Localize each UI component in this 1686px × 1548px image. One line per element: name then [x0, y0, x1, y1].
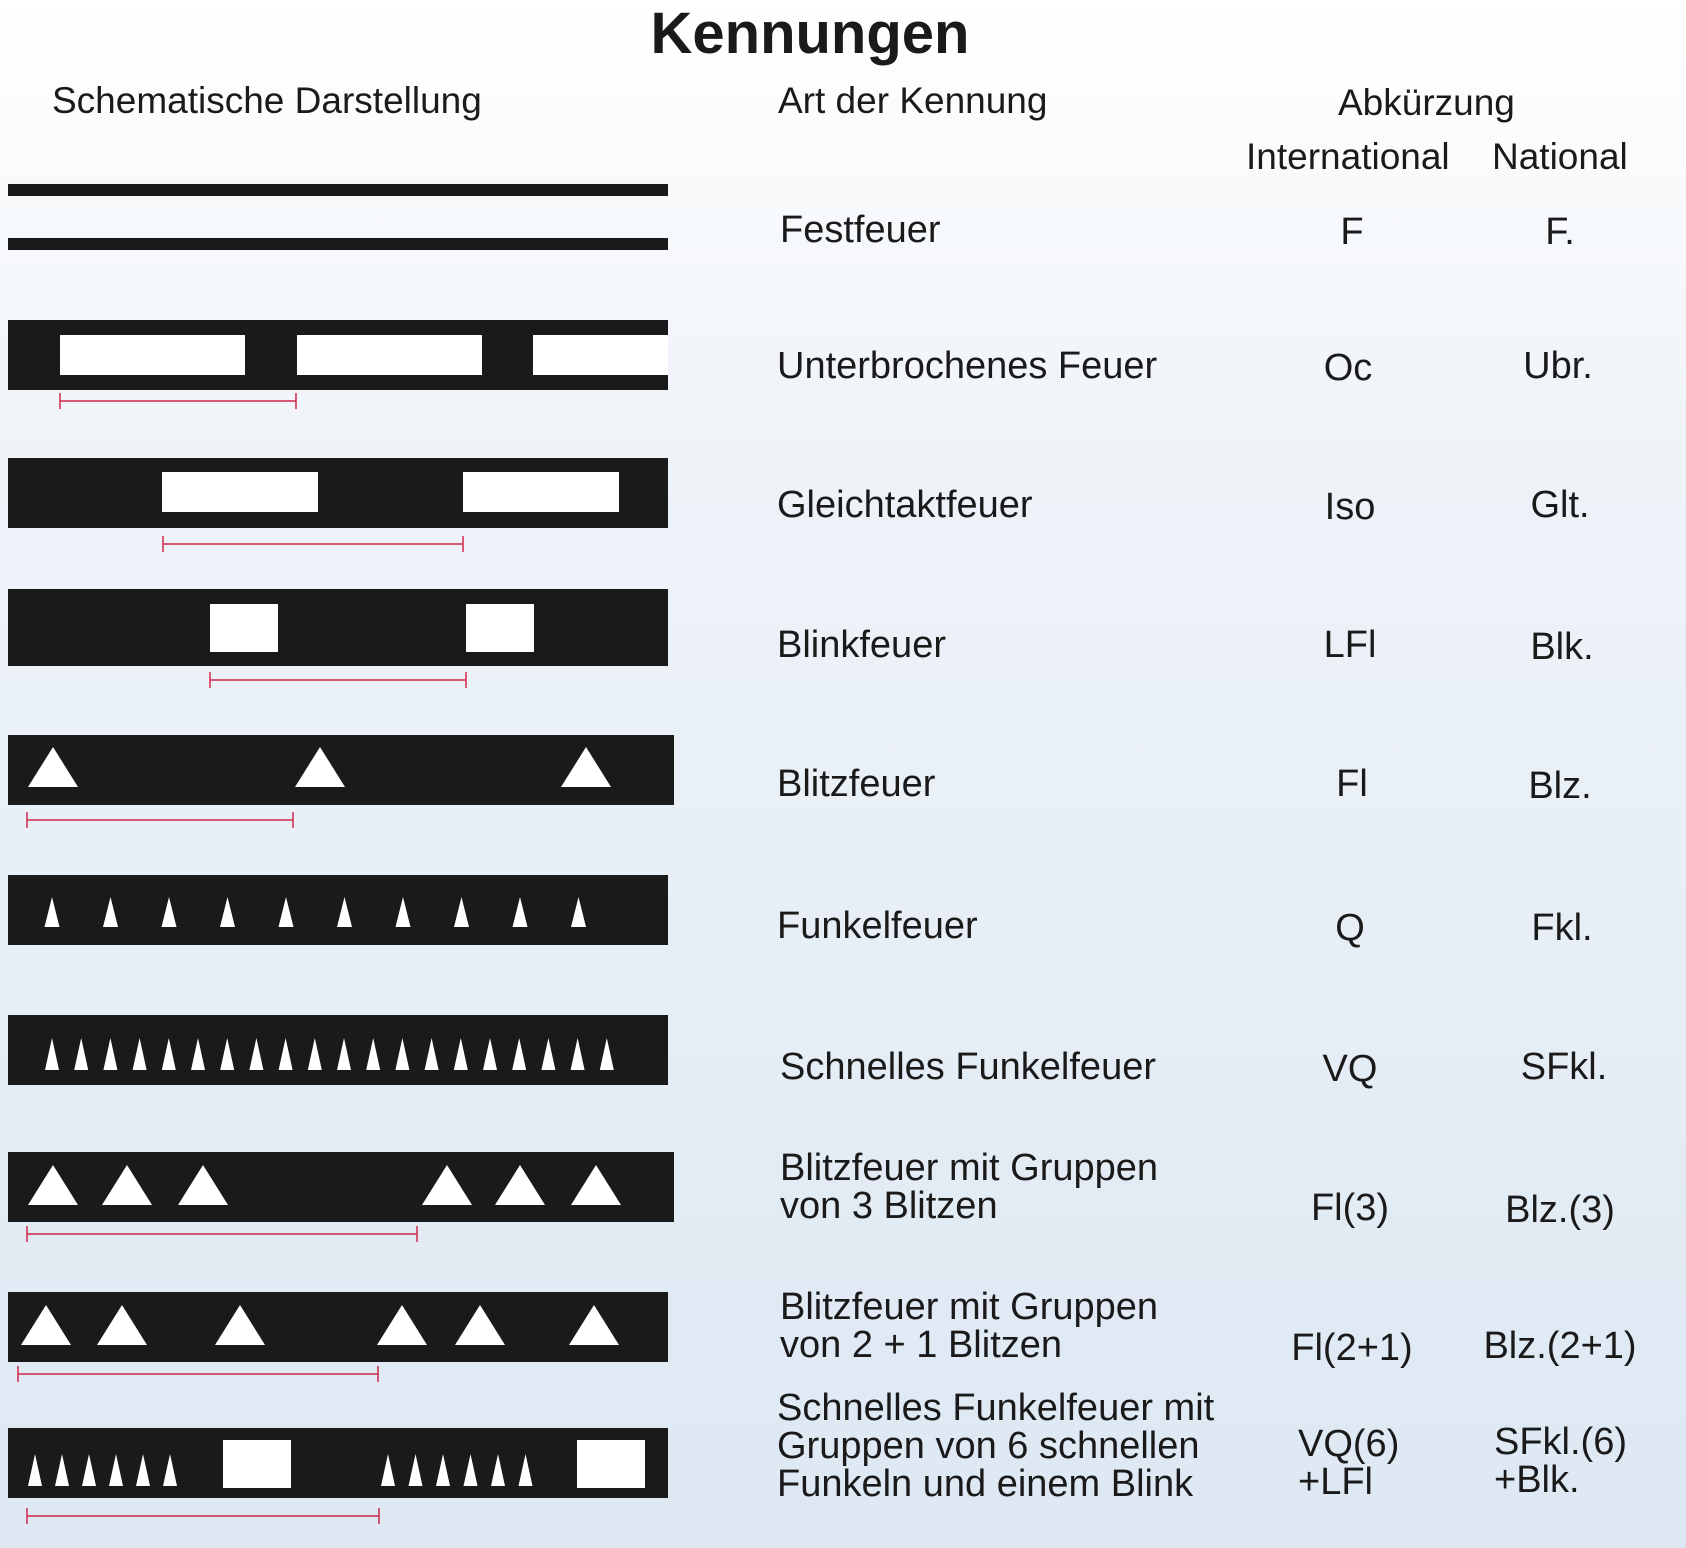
row-1-international-abbr: Oc — [1323, 347, 1373, 389]
row-2-national-abbr: Glt. — [1530, 484, 1590, 526]
row-2-international-abbr: Iso — [1324, 486, 1376, 528]
row-7-name-line-0: Blitzfeuer mit Gruppen — [780, 1147, 1159, 1189]
row-7-name-line-1: von 3 Blitzen — [780, 1185, 998, 1227]
long-flash — [223, 1440, 291, 1488]
row-4-national-abbr: Blz. — [1528, 765, 1592, 807]
page-title: Kennungen — [650, 1, 970, 66]
row-5-international-abbr: Q — [1335, 907, 1365, 949]
long-flash — [466, 604, 534, 652]
row-3-national-abbr: Blk. — [1530, 626, 1594, 668]
occulting-light-phase-2 — [533, 335, 668, 375]
occulting-light-phase-0 — [60, 335, 245, 375]
row-9-national-abbr-line-0: SFkl.(6) — [1494, 1421, 1627, 1463]
long-flash — [577, 1440, 645, 1488]
group-flash-2-1-bar — [8, 1292, 668, 1362]
group-flash-3-bar — [8, 1152, 674, 1222]
header-schematic: Schematische Darstellung — [52, 80, 482, 121]
header-national: National — [1492, 136, 1628, 177]
row-0-national-abbr: F. — [1545, 211, 1575, 253]
row-6-name-line-0: Schnelles Funkelfeuer — [780, 1046, 1156, 1088]
row-4-name-line-0: Blitzfeuer — [777, 763, 936, 805]
row-8-name-line-0: Blitzfeuer mit Gruppen — [780, 1286, 1159, 1328]
row-2-name-line-0: Gleichtaktfeuer — [777, 484, 1033, 526]
row-9-name-line-1: Gruppen von 6 schnellen — [777, 1425, 1200, 1467]
row-8-national-abbr: Blz.(2+1) — [1483, 1325, 1637, 1367]
isophase-light-phase — [463, 472, 619, 512]
fixed-light-line — [8, 184, 668, 196]
row-6-international-abbr: VQ — [1322, 1048, 1378, 1090]
row-9-national-abbr-line-1: +Blk. — [1494, 1459, 1580, 1501]
row-7-national-abbr: Blz.(3) — [1505, 1189, 1615, 1231]
occulting-light-phase-1 — [297, 335, 482, 375]
row-3-name-line-0: Blinkfeuer — [777, 624, 946, 666]
schematic-diagrams — [0, 0, 700, 1548]
row-0-international-abbr: F — [1340, 211, 1364, 253]
long-flash-bar — [8, 589, 668, 666]
row-9-name-line-0: Schnelles Funkelfeuer mit — [777, 1387, 1215, 1429]
row-9-international-abbr-line-1: +LFl — [1298, 1461, 1373, 1503]
very-quick-bar — [8, 1015, 668, 1085]
long-flash — [210, 604, 278, 652]
row-6-national-abbr: SFkl. — [1520, 1046, 1608, 1088]
header-type: Art der Kennung — [778, 80, 1048, 121]
header-international: International — [1246, 136, 1450, 177]
isophase-light-phase — [162, 472, 318, 512]
row-7-international-abbr: Fl(3) — [1310, 1187, 1390, 1229]
row-5-name-line-0: Funkelfeuer — [777, 905, 978, 947]
row-3-international-abbr: LFl — [1323, 624, 1377, 666]
row-8-name-line-1: von 2 + 1 Blitzen — [780, 1324, 1063, 1366]
quick-bar — [8, 875, 668, 945]
row-0-name-line-0: Festfeuer — [780, 209, 941, 251]
header-abbreviation: Abkürzung — [1338, 82, 1515, 123]
very-quick-group-bar — [8, 1428, 668, 1498]
row-9-international-abbr-line-0: VQ(6) — [1298, 1423, 1400, 1465]
row-1-national-abbr: Ubr. — [1523, 345, 1593, 387]
row-8-international-abbr: Fl(2+1) — [1291, 1327, 1413, 1369]
fixed-light-line — [8, 238, 668, 250]
row-9-name-line-2: Funkeln und einem Blink — [777, 1463, 1194, 1505]
row-5-national-abbr: Fkl. — [1531, 907, 1593, 949]
row-4-international-abbr: Fl — [1336, 763, 1368, 805]
row-1-name-line-0: Unterbrochenes Feuer — [777, 345, 1158, 387]
